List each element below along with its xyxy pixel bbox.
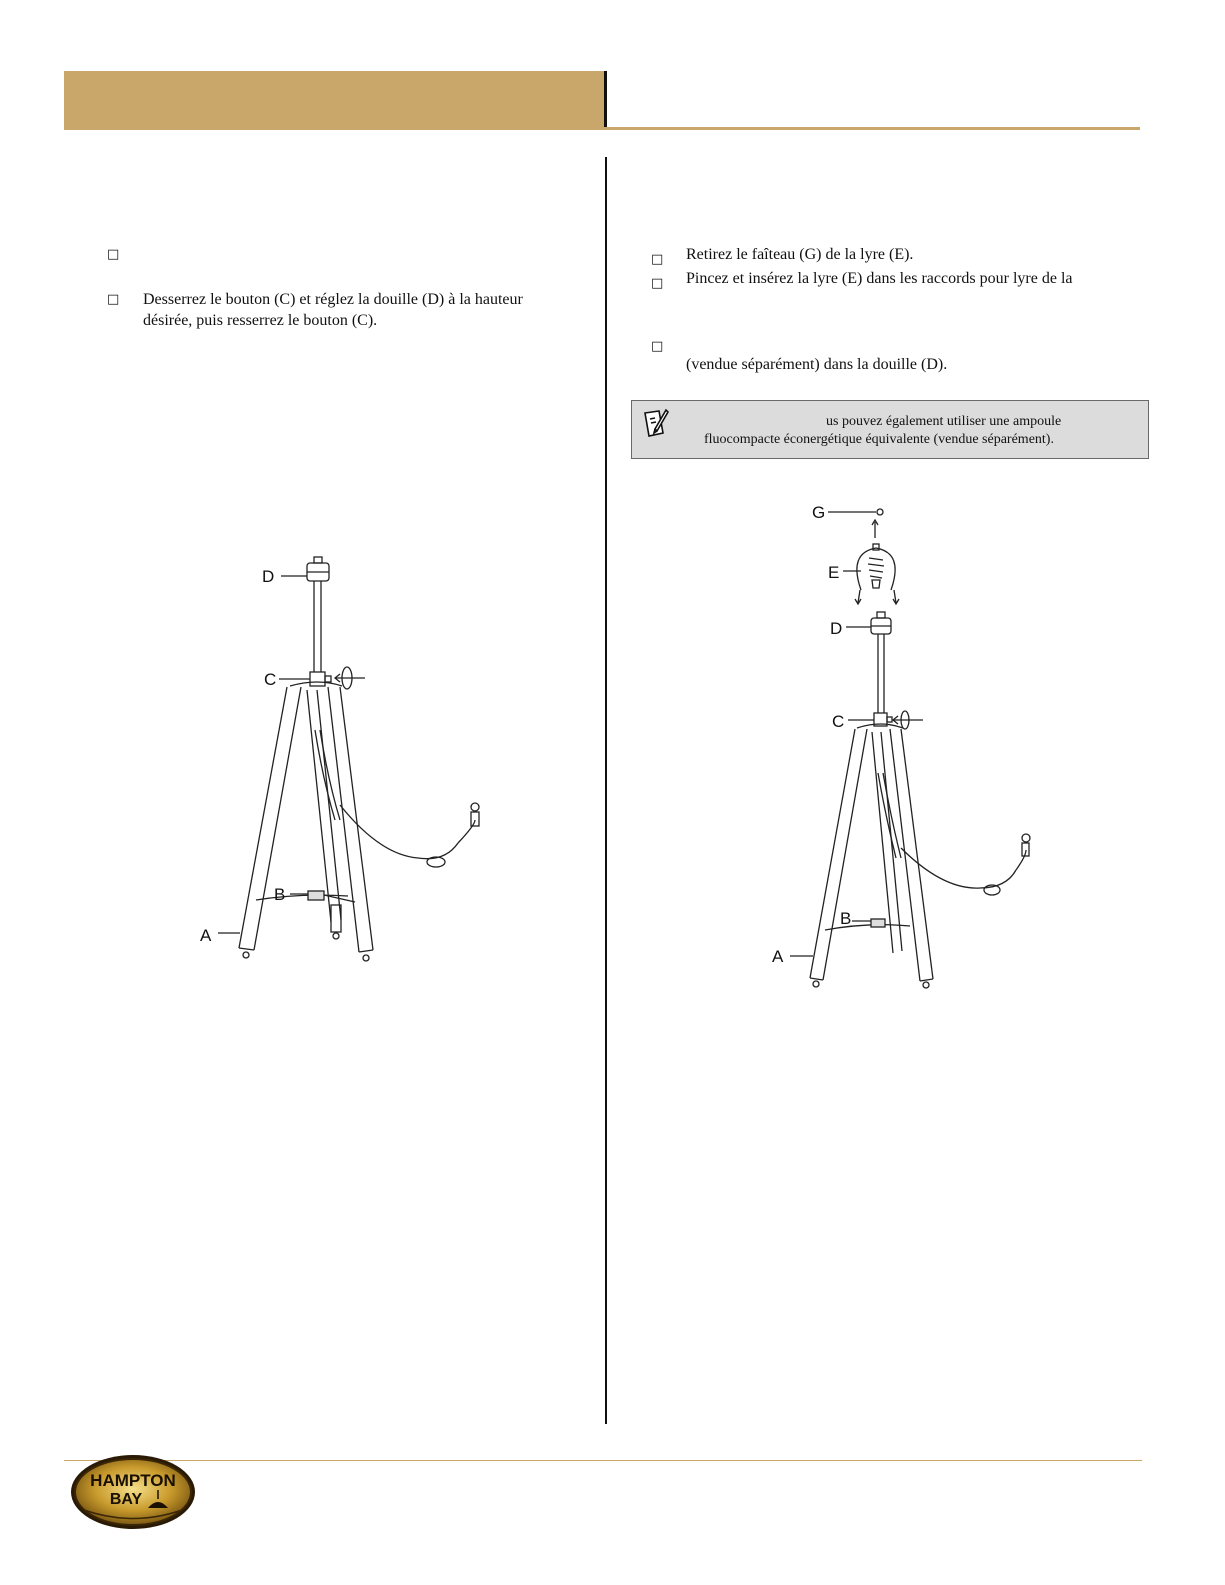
note-pencil-icon	[641, 407, 669, 439]
step-text: Retirez le faîteau (G) de la lyre (E).	[686, 246, 914, 263]
tripod-lamp-figure-right	[768, 498, 1058, 993]
logo-bottom-text: BAY	[109, 1491, 143, 1508]
hampton-bay-logo	[68, 1452, 198, 1532]
header-rule	[604, 127, 1140, 130]
tripod-lamp-figure-left	[190, 550, 510, 980]
label-c: C	[264, 670, 277, 689]
note-text-line-2: fluocompacte éconergétique équivalente (vendue séparément).	[704, 432, 1054, 447]
step-text-line-2: désirée, puis resserrez le bouton (C).	[143, 312, 378, 329]
step-text: Pincez et insérez la lyre (E) dans les raccords pour lyre de la	[686, 270, 1073, 287]
label-e: E	[828, 563, 840, 582]
step-text-line-1: Desserrez le bouton (C) et réglez la douille (D) à la hauteur	[143, 291, 523, 308]
note-text-line-1: us pouvez également utiliser une ampoule	[826, 414, 1062, 429]
label-b: B	[840, 909, 852, 928]
label-a: A	[772, 947, 784, 966]
label-c: C	[832, 712, 845, 731]
label-d: D	[262, 567, 275, 586]
footer-rule	[64, 1460, 1142, 1461]
step-text-line-2: (vendue séparément) dans la douille (D).	[686, 356, 948, 373]
label-a: A	[200, 926, 212, 945]
header-divider	[604, 71, 607, 130]
column-divider	[605, 157, 607, 1424]
checkbox-bullet: □	[651, 339, 664, 354]
checkbox-bullet: □	[107, 247, 120, 262]
checkbox-bullet: □	[651, 276, 664, 291]
label-b: B	[274, 885, 286, 904]
header-bar	[64, 71, 604, 130]
checkbox-bullet: □	[651, 252, 664, 267]
logo-top-text: HAMPTON	[90, 1471, 176, 1490]
label-d: D	[830, 619, 843, 638]
checkbox-bullet: □	[107, 292, 120, 307]
label-g: G	[812, 503, 826, 522]
note-box	[631, 400, 1149, 459]
